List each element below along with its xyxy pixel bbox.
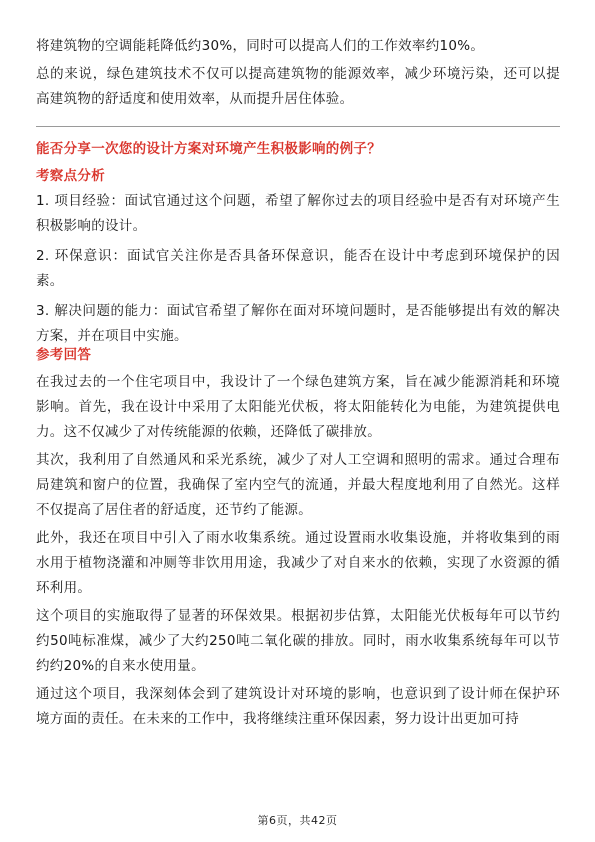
document-page: [36, 0, 560, 842]
analysis-list: [36, 189, 560, 354]
answer-paragraph: 在我过去的一个住宅项目中，我设计了一个绿色建筑方案，旨在减少能源消耗和环境影响。首先，我在设计中采用了太阳能光伏板，将太阳能转化为电能，为建筑提供电力。这不仅减少了对传统能源的依赖，还降低了碳排放。: [36, 374, 560, 440]
intro-paragraph-1: 将建筑物的空调能耗降低约30%，同时可以提高人们的工作效率约10%。: [36, 38, 485, 54]
answer-paragraph: 通过这个项目，我深刻体会到了建筑设计对环境的影响，也意识到了设计师在保护环境方面的责任。在未来的工作中，我将继续注重环保因素，努力设计出更加可持: [36, 686, 560, 727]
answer-paragraph: 其次，我利用了自然通风和采光系统，减少了对人工空调和照明的需求。通过合理布局建筑和窗户的位置，我确保了室内空气的流通，并最大程度地利用了自然光。这样不仅提高了居住者的舒适度，还节约了能源。: [36, 452, 560, 518]
page-number: 第6页，共42页: [257, 814, 338, 827]
analysis-item: 1. 项目经验：面试官通过这个问题，希望了解你过去的项目经验中是否有对环境产生积极影响的设计。: [36, 193, 560, 234]
answer-paragraph: 这个项目的实施取得了显著的环保效果。根据初步估算，太阳能光伏板每年可以节约约50吨标准煤，减少了大约250吨二氧化碳的排放。同时，雨水收集系统每年可以节约约20%的自来水使用量。: [36, 608, 560, 674]
section-divider: [36, 126, 560, 127]
intro-paragraph-2: 总的来说，绿色建筑技术不仅可以提高建筑物的能源效率，减少环境污染，还可以提高建筑物的舒适度和使用效率，从而提升居住体验。: [36, 66, 560, 107]
answer-heading: 参考回答: [36, 347, 92, 363]
question-title: 能否分享一次您的设计方案对环境产生积极影响的例子？: [36, 141, 381, 157]
answer-body: [36, 370, 560, 735]
analysis-item: 3. 解决问题的能力：面试官希望了解你在面对环境问题时，是否能够提出有效的解决方案，并在项目中实施。: [36, 303, 560, 344]
answer-paragraph: 此外，我还在项目中引入了雨水收集系统。通过设置雨水收集设施，并将收集到的雨水用于植物浇灌和冲厕等非饮用用途，我减少了对自来水的依赖，实现了水资源的循环利用。: [36, 530, 560, 596]
analysis-item: 2. 环保意识：面试官关注你是否具备环保意识，能否在设计中考虑到环境保护的因素。: [36, 248, 560, 289]
analysis-heading: 考察点分析: [36, 168, 105, 184]
